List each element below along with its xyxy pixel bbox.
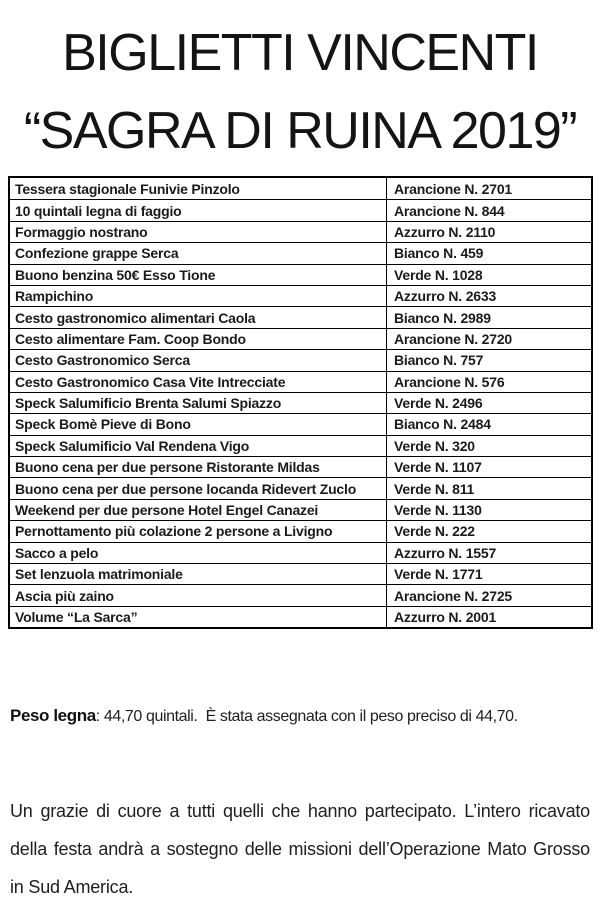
prize-cell: Speck Salumificio Val Rendena Vigo — [10, 436, 387, 456]
table-row — [10, 520, 591, 541]
table-row — [10, 563, 591, 584]
table-row — [10, 477, 591, 498]
ticket-cell: Verde N. 1771 — [394, 566, 483, 583]
prize-cell: Buono benzina 50€ Esso Tione — [10, 265, 387, 285]
table-row — [10, 242, 591, 263]
peso-line — [10, 706, 596, 726]
prize-cell: Speck Salumificio Brenta Salumi Spiazzo — [10, 393, 387, 413]
prize-cell: Sacco a pelo — [10, 543, 387, 563]
ticket-cell: Azzurro N. 2633 — [394, 288, 497, 305]
table-row — [10, 499, 591, 520]
prize-cell: Buono cena per due persone locanda Ridevert Zuclo — [10, 478, 387, 498]
ticket-cell: Arancione N. 576 — [394, 373, 505, 390]
table-row — [10, 542, 591, 563]
table-row — [10, 413, 591, 434]
prize-cell: Tessera stagionale Funivie Pinzolo — [10, 178, 387, 199]
ticket-cell: Bianco N. 2989 — [394, 309, 491, 326]
prize-cell: Cesto Gastronomico Casa Vite Intrecciate — [10, 372, 387, 392]
table-row — [10, 371, 591, 392]
prize-cell: Formaggio nostrano — [10, 222, 387, 242]
table-row — [10, 328, 591, 349]
prize-table — [8, 176, 593, 629]
prize-cell: Cesto Gastronomico Serca — [10, 350, 387, 370]
table-row — [10, 349, 591, 370]
prize-cell: Cesto alimentare Fam. Coop Bondo — [10, 329, 387, 349]
prize-cell: Buono cena per due persone Ristorante Mildas — [10, 457, 387, 477]
ticket-cell: Verde N. 320 — [394, 437, 475, 454]
prize-cell: Weekend per due persone Hotel Engel Canazei — [10, 500, 387, 520]
peso-text: : 44,70 quintali. È stata assegnata con il peso preciso di 44,70. — [95, 708, 518, 725]
document-title — [0, 14, 600, 170]
prize-cell: Volume “La Sarca” — [10, 607, 387, 627]
prize-cell: 10 quintali legna di faggio — [10, 200, 387, 220]
title-line-1: BIGLIETTI VINCENTI — [62, 24, 538, 82]
table-row — [10, 392, 591, 413]
ticket-cell: Verde N. 1130 — [394, 502, 482, 519]
table-row — [10, 285, 591, 306]
ticket-cell: Arancione N. 844 — [394, 202, 505, 219]
ticket-cell: Verde N. 222 — [394, 523, 475, 540]
table-row — [10, 456, 591, 477]
thanks-paragraph: Un grazie di cuore a tutti quelli che hanno partecipato. L’intero ricavato della festa andrà a sostegno delle missioni dell’Operazione Mato Grosso in Sud America. — [10, 801, 590, 897]
peso-label: Peso legna — [10, 706, 96, 725]
prize-cell: Ascia più zaino — [10, 585, 387, 605]
table-row — [10, 584, 591, 605]
ticket-cell: Verde N. 811 — [394, 480, 475, 497]
table-row — [10, 306, 591, 327]
ticket-cell: Verde N. 1028 — [394, 266, 483, 283]
prize-cell: Speck Bomè Pieve di Bono — [10, 414, 387, 434]
ticket-cell: Azzurro N. 2001 — [394, 609, 497, 625]
ticket-cell: Bianco N. 757 — [394, 352, 484, 369]
prize-cell: Confezione grappe Serca — [10, 243, 387, 263]
table-row — [10, 606, 591, 627]
ticket-cell: Azzurro N. 2110 — [394, 223, 496, 240]
ticket-cell: Bianco N. 2484 — [394, 416, 491, 433]
table-row — [10, 264, 591, 285]
prize-cell: Cesto gastronomico alimentari Caola — [10, 307, 387, 327]
ticket-cell: Bianco N. 459 — [394, 245, 484, 262]
table-row — [10, 435, 591, 456]
ticket-cell: Arancione N. 2725 — [394, 587, 512, 604]
ticket-cell: Azzurro N. 1557 — [394, 544, 497, 561]
ticket-cell: Verde N. 2496 — [394, 395, 483, 412]
prize-cell: Pernottamento più colazione 2 persone a Livigno — [10, 521, 387, 541]
title-line-2: “SAGRA DI RUINA 2019” — [23, 102, 577, 160]
table-row — [10, 178, 591, 199]
table-row — [10, 199, 591, 220]
prize-cell: Set lenzuola matrimoniale — [10, 564, 387, 584]
ticket-cell: Arancione N. 2701 — [394, 180, 512, 197]
table-row — [10, 221, 591, 242]
ticket-cell: Arancione N. 2720 — [394, 330, 512, 347]
ticket-cell: Verde N. 1107 — [394, 459, 482, 476]
prize-cell: Rampichino — [10, 286, 387, 306]
